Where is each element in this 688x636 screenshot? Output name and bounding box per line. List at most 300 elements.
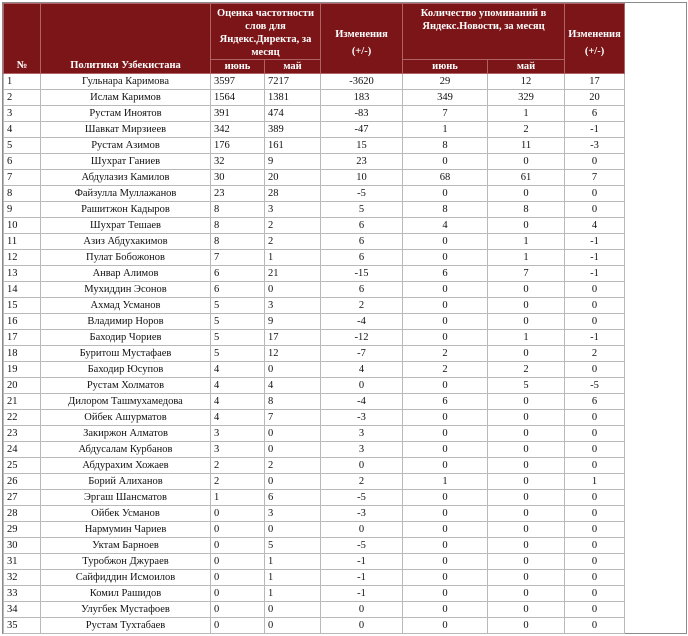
- table-header: [4, 4, 686, 74]
- table-row: [4, 298, 686, 314]
- direct-may-cell: 0: [265, 522, 321, 538]
- news-may-cell: 0: [488, 522, 565, 538]
- table-row: [4, 314, 686, 330]
- news-june-cell: 68: [403, 170, 488, 186]
- direct-change-cell: 0: [321, 458, 403, 474]
- direct-change-cell: -12: [321, 330, 403, 346]
- politician-name-cell: Файзулла Муллажанов: [41, 186, 211, 202]
- direct-june-cell: 0: [211, 586, 265, 602]
- news-may-cell: 0: [488, 282, 565, 298]
- direct-change-cell: 6: [321, 282, 403, 298]
- direct-may-cell: 1: [265, 570, 321, 586]
- direct-may-cell: 20: [265, 170, 321, 186]
- news-change-cell: -1: [565, 234, 625, 250]
- politician-name-cell: Рустам Тухтабаев: [41, 618, 211, 634]
- news-june-cell: 7: [403, 106, 488, 122]
- news-june-cell: 4: [403, 218, 488, 234]
- direct-may-cell: 1: [265, 250, 321, 266]
- header-num: №: [4, 4, 41, 74]
- news-change-cell: -3: [565, 138, 625, 154]
- row-number-cell: 8: [4, 186, 41, 202]
- direct-may-cell: 9: [265, 314, 321, 330]
- row-number-cell: 28: [4, 506, 41, 522]
- news-june-cell: 0: [403, 442, 488, 458]
- news-june-cell: 8: [403, 202, 488, 218]
- direct-change-cell: 6: [321, 250, 403, 266]
- table-row: [4, 538, 686, 554]
- table-row: [4, 586, 686, 602]
- news-change-cell: 0: [565, 506, 625, 522]
- row-number-cell: 14: [4, 282, 41, 298]
- news-change-cell: 20: [565, 90, 625, 106]
- politician-name-cell: Азиз Абдухакимов: [41, 234, 211, 250]
- table-row: [4, 378, 686, 394]
- news-june-cell: 0: [403, 282, 488, 298]
- news-may-cell: 0: [488, 442, 565, 458]
- direct-june-cell: 342: [211, 122, 265, 138]
- direct-may-cell: 0: [265, 282, 321, 298]
- direct-june-cell: 0: [211, 506, 265, 522]
- news-change-cell: 0: [565, 458, 625, 474]
- header-direct-group: Оценка частотности слов для Яндекс.Директа, за месяц: [211, 4, 321, 60]
- politician-name-cell: Нармумин Чариев: [41, 522, 211, 538]
- header-change-news: [565, 4, 625, 74]
- direct-change-cell: 3: [321, 426, 403, 442]
- politician-name-cell: Дилором Ташмухамедова: [41, 394, 211, 410]
- politician-name-cell: Ахмад Усманов: [41, 298, 211, 314]
- news-june-cell: 0: [403, 618, 488, 634]
- table-row: [4, 250, 686, 266]
- politician-name-cell: Ойбек Ашурматов: [41, 410, 211, 426]
- news-june-cell: 0: [403, 506, 488, 522]
- direct-change-cell: 2: [321, 298, 403, 314]
- table-row: [4, 346, 686, 362]
- row-number-cell: 15: [4, 298, 41, 314]
- row-number-cell: 4: [4, 122, 41, 138]
- direct-june-cell: 5: [211, 314, 265, 330]
- news-may-cell: 0: [488, 618, 565, 634]
- direct-june-cell: 1564: [211, 90, 265, 106]
- news-change-cell: 0: [565, 186, 625, 202]
- row-number-cell: 21: [4, 394, 41, 410]
- row-number-cell: 31: [4, 554, 41, 570]
- politician-name-cell: Ойбек Усманов: [41, 506, 211, 522]
- header-direct-june: июнь: [211, 60, 265, 74]
- news-change-cell: 0: [565, 202, 625, 218]
- news-change-cell: 0: [565, 362, 625, 378]
- table-row: [4, 186, 686, 202]
- news-june-cell: 0: [403, 458, 488, 474]
- direct-may-cell: 17: [265, 330, 321, 346]
- news-may-cell: 8: [488, 202, 565, 218]
- direct-change-cell: -3: [321, 410, 403, 426]
- row-number-cell: 12: [4, 250, 41, 266]
- direct-change-cell: 10: [321, 170, 403, 186]
- direct-june-cell: 6: [211, 282, 265, 298]
- news-may-cell: 61: [488, 170, 565, 186]
- header-news-june: июнь: [403, 60, 488, 74]
- direct-june-cell: 4: [211, 362, 265, 378]
- news-change-cell: 0: [565, 314, 625, 330]
- politician-name-cell: Мухиддин Эсонов: [41, 282, 211, 298]
- news-change-cell: 2: [565, 346, 625, 362]
- news-may-cell: 329: [488, 90, 565, 106]
- politicians-table: [3, 3, 686, 634]
- news-change-cell: -1: [565, 266, 625, 282]
- news-change-cell: 0: [565, 570, 625, 586]
- news-may-cell: 2: [488, 122, 565, 138]
- table-row: [4, 266, 686, 282]
- direct-change-cell: 0: [321, 602, 403, 618]
- direct-change-cell: -15: [321, 266, 403, 282]
- news-june-cell: 29: [403, 74, 488, 90]
- header-news-group: Количество упоминаний в Яндекс.Новости, за месяц: [403, 4, 565, 60]
- news-june-cell: 0: [403, 298, 488, 314]
- direct-change-cell: 4: [321, 362, 403, 378]
- news-change-cell: 0: [565, 410, 625, 426]
- politician-name-cell: Абдусалам Курбанов: [41, 442, 211, 458]
- news-june-cell: 6: [403, 394, 488, 410]
- news-may-cell: 0: [488, 298, 565, 314]
- direct-change-cell: -1: [321, 586, 403, 602]
- direct-june-cell: 176: [211, 138, 265, 154]
- news-june-cell: 0: [403, 410, 488, 426]
- news-june-cell: 0: [403, 586, 488, 602]
- news-june-cell: 1: [403, 474, 488, 490]
- news-may-cell: 7: [488, 266, 565, 282]
- politician-name-cell: Абдурахим Хожаев: [41, 458, 211, 474]
- news-change-cell: 0: [565, 586, 625, 602]
- news-june-cell: 1: [403, 122, 488, 138]
- politician-name-cell: Комил Рашидов: [41, 586, 211, 602]
- header-direct-may: май: [265, 60, 321, 74]
- row-number-cell: 35: [4, 618, 41, 634]
- direct-june-cell: 23: [211, 186, 265, 202]
- news-change-cell: -5: [565, 378, 625, 394]
- row-number-cell: 26: [4, 474, 41, 490]
- news-may-cell: 1: [488, 250, 565, 266]
- direct-may-cell: 7217: [265, 74, 321, 90]
- news-may-cell: 12: [488, 74, 565, 90]
- row-number-cell: 33: [4, 586, 41, 602]
- table-row: [4, 602, 686, 618]
- direct-june-cell: 0: [211, 618, 265, 634]
- direct-june-cell: 2: [211, 474, 265, 490]
- direct-change-cell: -7: [321, 346, 403, 362]
- direct-change-cell: 0: [321, 522, 403, 538]
- direct-change-cell: -3620: [321, 74, 403, 90]
- direct-change-cell: 0: [321, 378, 403, 394]
- direct-change-cell: -47: [321, 122, 403, 138]
- news-change-cell: -1: [565, 122, 625, 138]
- row-number-cell: 16: [4, 314, 41, 330]
- news-may-cell: 0: [488, 186, 565, 202]
- politician-name-cell: Шухрат Тешаев: [41, 218, 211, 234]
- news-change-cell: 0: [565, 602, 625, 618]
- row-number-cell: 20: [4, 378, 41, 394]
- table-row: [4, 474, 686, 490]
- news-june-cell: 8: [403, 138, 488, 154]
- direct-may-cell: 0: [265, 442, 321, 458]
- direct-june-cell: 4: [211, 410, 265, 426]
- direct-june-cell: 7: [211, 250, 265, 266]
- news-may-cell: 0: [488, 346, 565, 362]
- direct-may-cell: 0: [265, 618, 321, 634]
- news-may-cell: 11: [488, 138, 565, 154]
- direct-may-cell: 0: [265, 362, 321, 378]
- news-change-cell: 0: [565, 442, 625, 458]
- politician-name-cell: Борий Алиханов: [41, 474, 211, 490]
- header-change-direct-sub: (+/-): [351, 45, 372, 57]
- news-may-cell: 0: [488, 586, 565, 602]
- politicians-table-frame: [2, 2, 687, 634]
- direct-may-cell: 12: [265, 346, 321, 362]
- news-june-cell: 0: [403, 426, 488, 442]
- news-change-cell: 0: [565, 618, 625, 634]
- row-number-cell: 5: [4, 138, 41, 154]
- row-number-cell: 3: [4, 106, 41, 122]
- direct-june-cell: 8: [211, 218, 265, 234]
- politician-name-cell: Закиржон Алматов: [41, 426, 211, 442]
- row-number-cell: 30: [4, 538, 41, 554]
- direct-may-cell: 5: [265, 538, 321, 554]
- direct-june-cell: 30: [211, 170, 265, 186]
- direct-change-cell: 5: [321, 202, 403, 218]
- news-may-cell: 2: [488, 362, 565, 378]
- direct-change-cell: 0: [321, 618, 403, 634]
- header-change-direct: [321, 4, 403, 74]
- direct-june-cell: 4: [211, 394, 265, 410]
- direct-june-cell: 391: [211, 106, 265, 122]
- direct-may-cell: 389: [265, 122, 321, 138]
- table-row: [4, 522, 686, 538]
- direct-june-cell: 2: [211, 458, 265, 474]
- direct-june-cell: 3: [211, 442, 265, 458]
- politician-name-cell: Рустам Холматов: [41, 378, 211, 394]
- news-june-cell: 0: [403, 554, 488, 570]
- direct-change-cell: -4: [321, 314, 403, 330]
- direct-june-cell: 5: [211, 298, 265, 314]
- news-change-cell: 0: [565, 538, 625, 554]
- news-may-cell: 0: [488, 506, 565, 522]
- row-number-cell: 24: [4, 442, 41, 458]
- politician-name-cell: Рашитжон Кадыров: [41, 202, 211, 218]
- row-number-cell: 25: [4, 458, 41, 474]
- direct-may-cell: 2: [265, 234, 321, 250]
- table-row: [4, 234, 686, 250]
- row-number-cell: 32: [4, 570, 41, 586]
- direct-june-cell: 0: [211, 538, 265, 554]
- direct-may-cell: 0: [265, 602, 321, 618]
- direct-may-cell: 1: [265, 554, 321, 570]
- news-may-cell: 0: [488, 410, 565, 426]
- news-june-cell: 0: [403, 234, 488, 250]
- direct-change-cell: 3: [321, 442, 403, 458]
- header-change-news-sub: (+/-): [584, 45, 605, 57]
- news-may-cell: 0: [488, 570, 565, 586]
- news-change-cell: 0: [565, 490, 625, 506]
- table-row: [4, 490, 686, 506]
- direct-change-cell: 183: [321, 90, 403, 106]
- direct-may-cell: 3: [265, 202, 321, 218]
- politician-name-cell: Рустам Азимов: [41, 138, 211, 154]
- politician-name-cell: Владимир Норов: [41, 314, 211, 330]
- news-may-cell: 0: [488, 154, 565, 170]
- direct-may-cell: 0: [265, 474, 321, 490]
- politician-name-cell: Анвар Алимов: [41, 266, 211, 282]
- news-may-cell: 0: [488, 218, 565, 234]
- row-number-cell: 6: [4, 154, 41, 170]
- news-change-cell: 1: [565, 474, 625, 490]
- direct-june-cell: 5: [211, 346, 265, 362]
- news-june-cell: 0: [403, 570, 488, 586]
- direct-june-cell: 3597: [211, 74, 265, 90]
- table-row: [4, 282, 686, 298]
- direct-change-cell: 15: [321, 138, 403, 154]
- row-number-cell: 27: [4, 490, 41, 506]
- news-may-cell: 0: [488, 314, 565, 330]
- direct-june-cell: 4: [211, 378, 265, 394]
- news-may-cell: 0: [488, 474, 565, 490]
- row-number-cell: 2: [4, 90, 41, 106]
- politician-name-cell: Эргаш Шансматов: [41, 490, 211, 506]
- table-row: [4, 218, 686, 234]
- table-row: [4, 154, 686, 170]
- direct-june-cell: 5: [211, 330, 265, 346]
- news-may-cell: 5: [488, 378, 565, 394]
- direct-may-cell: 474: [265, 106, 321, 122]
- header-change-direct-label: Изменения: [335, 28, 388, 40]
- table-row: [4, 442, 686, 458]
- news-june-cell: 349: [403, 90, 488, 106]
- row-number-cell: 7: [4, 170, 41, 186]
- direct-may-cell: 28: [265, 186, 321, 202]
- direct-may-cell: 3: [265, 298, 321, 314]
- news-change-cell: 17: [565, 74, 625, 90]
- news-june-cell: 0: [403, 602, 488, 618]
- politician-name-cell: Туробжон Джураев: [41, 554, 211, 570]
- table-row: [4, 106, 686, 122]
- table-row: [4, 122, 686, 138]
- table-row: [4, 618, 686, 634]
- row-number-cell: 10: [4, 218, 41, 234]
- news-change-cell: 6: [565, 394, 625, 410]
- direct-june-cell: 0: [211, 522, 265, 538]
- table-row: [4, 554, 686, 570]
- news-june-cell: 0: [403, 378, 488, 394]
- politician-name-cell: Гульнара Каримова: [41, 74, 211, 90]
- news-may-cell: 0: [488, 490, 565, 506]
- header-change-news-label: Изменения: [568, 28, 621, 40]
- table-row: [4, 202, 686, 218]
- table-row: [4, 426, 686, 442]
- direct-change-cell: 23: [321, 154, 403, 170]
- direct-june-cell: 32: [211, 154, 265, 170]
- direct-june-cell: 3: [211, 426, 265, 442]
- news-change-cell: 0: [565, 426, 625, 442]
- politician-name-cell: Шавкат Мирзиеев: [41, 122, 211, 138]
- direct-change-cell: -5: [321, 538, 403, 554]
- table-row: [4, 170, 686, 186]
- politician-name-cell: Пулат Бобожонов: [41, 250, 211, 266]
- direct-change-cell: -1: [321, 570, 403, 586]
- news-may-cell: 0: [488, 426, 565, 442]
- news-june-cell: 2: [403, 362, 488, 378]
- politician-name-cell: Шухрат Ганиев: [41, 154, 211, 170]
- news-june-cell: 6: [403, 266, 488, 282]
- table-row: [4, 138, 686, 154]
- direct-change-cell: -5: [321, 186, 403, 202]
- direct-may-cell: 7: [265, 410, 321, 426]
- table-body: [4, 74, 686, 634]
- table-row: [4, 506, 686, 522]
- news-june-cell: 0: [403, 154, 488, 170]
- politician-name-cell: Сайфиддин Исмоилов: [41, 570, 211, 586]
- direct-june-cell: 8: [211, 202, 265, 218]
- direct-may-cell: 1381: [265, 90, 321, 106]
- direct-may-cell: 2: [265, 458, 321, 474]
- politician-name-cell: Рустам Иноятов: [41, 106, 211, 122]
- row-number-cell: 29: [4, 522, 41, 538]
- row-number-cell: 23: [4, 426, 41, 442]
- news-change-cell: 4: [565, 218, 625, 234]
- direct-change-cell: -4: [321, 394, 403, 410]
- direct-change-cell: 6: [321, 234, 403, 250]
- direct-change-cell: 2: [321, 474, 403, 490]
- news-june-cell: 0: [403, 250, 488, 266]
- direct-may-cell: 3: [265, 506, 321, 522]
- row-number-cell: 22: [4, 410, 41, 426]
- direct-june-cell: 0: [211, 602, 265, 618]
- direct-june-cell: 1: [211, 490, 265, 506]
- direct-may-cell: 161: [265, 138, 321, 154]
- politician-name-cell: Абдулазиз Камилов: [41, 170, 211, 186]
- news-june-cell: 0: [403, 314, 488, 330]
- table-row: [4, 394, 686, 410]
- politician-name-cell: Уктам Барноев: [41, 538, 211, 554]
- direct-may-cell: 6: [265, 490, 321, 506]
- row-number-cell: 1: [4, 74, 41, 90]
- news-june-cell: 0: [403, 330, 488, 346]
- row-number-cell: 11: [4, 234, 41, 250]
- table-row: [4, 90, 686, 106]
- table-row: [4, 458, 686, 474]
- row-number-cell: 17: [4, 330, 41, 346]
- news-change-cell: 6: [565, 106, 625, 122]
- direct-may-cell: 2: [265, 218, 321, 234]
- politician-name-cell: Ислам Каримов: [41, 90, 211, 106]
- row-number-cell: 13: [4, 266, 41, 282]
- news-june-cell: 0: [403, 538, 488, 554]
- news-change-cell: 0: [565, 522, 625, 538]
- direct-change-cell: 6: [321, 218, 403, 234]
- row-number-cell: 19: [4, 362, 41, 378]
- direct-change-cell: -3: [321, 506, 403, 522]
- direct-change-cell: -5: [321, 490, 403, 506]
- news-may-cell: 0: [488, 538, 565, 554]
- table-row: [4, 362, 686, 378]
- news-change-cell: -1: [565, 330, 625, 346]
- news-may-cell: 1: [488, 234, 565, 250]
- direct-may-cell: 21: [265, 266, 321, 282]
- news-change-cell: -1: [565, 250, 625, 266]
- politician-name-cell: Баходир Юсупов: [41, 362, 211, 378]
- table-row: [4, 570, 686, 586]
- news-june-cell: 0: [403, 490, 488, 506]
- news-may-cell: 0: [488, 458, 565, 474]
- direct-june-cell: 0: [211, 554, 265, 570]
- direct-change-cell: -83: [321, 106, 403, 122]
